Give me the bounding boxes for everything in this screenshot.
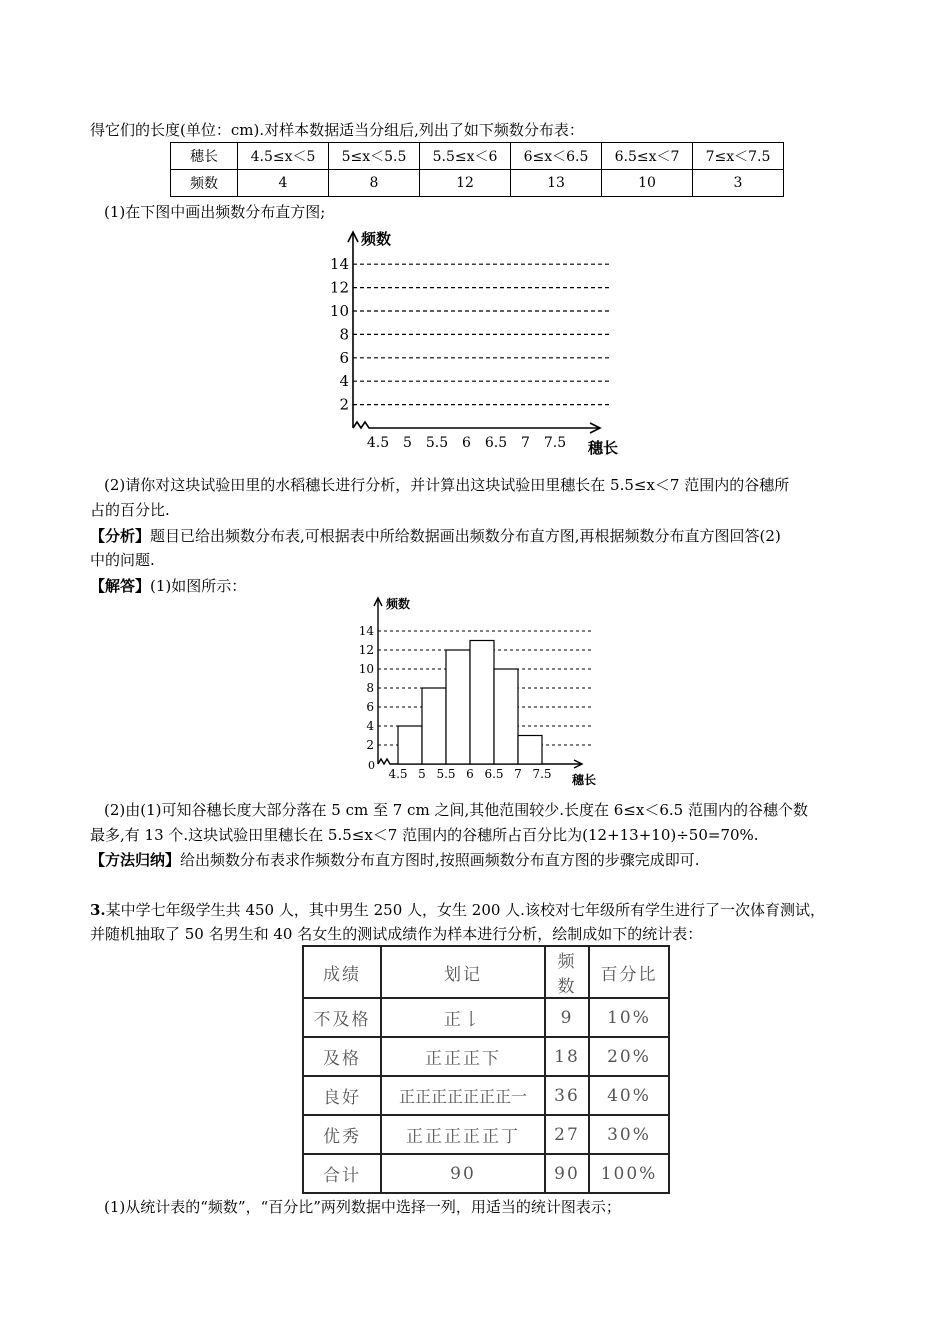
- table-cell: 18: [545, 1037, 589, 1076]
- table-row: [303, 1154, 669, 1193]
- x-tick-label: 6: [462, 435, 471, 451]
- analysis-text: 题目已给出频数分布表,可根据表中所给数据画出频数分布直方图,再根据频数分布直方图回答(2): [150, 527, 781, 545]
- x-tick-label: 5: [403, 435, 412, 451]
- x-tick-label: 4.5: [388, 767, 408, 781]
- table-cell: 正𠄌: [381, 998, 545, 1037]
- x-tick-label: 5.5: [436, 767, 456, 781]
- table-cell: 不及格: [303, 998, 381, 1037]
- blank-chart-grid: [300, 222, 640, 462]
- count-cell: 3: [693, 170, 784, 197]
- x-axis: [353, 422, 600, 428]
- histogram-bar: [446, 650, 470, 764]
- method-text: 给出频数分布表求作频数分布直方图时,按照画频数分布直方图的步骤完成即可.: [180, 851, 700, 869]
- y-tick-label: 2: [366, 738, 374, 752]
- range-cell: 7≤x＜7.5: [693, 143, 784, 170]
- histogram-bar: [494, 669, 518, 764]
- x-tick-label: 4.5: [366, 435, 390, 451]
- y-tick-label: 6: [339, 348, 349, 367]
- range-cell: 6≤x＜6.5: [511, 143, 602, 170]
- answer-tag: 【解答】: [90, 577, 151, 595]
- table-cell: 27: [545, 1115, 589, 1154]
- x-axis-label: 穗长: [588, 439, 619, 457]
- table-cell: 20%: [589, 1037, 669, 1076]
- y-tick-label: 6: [366, 700, 374, 714]
- y-tick-label: 2: [339, 395, 349, 414]
- y-tick-label: 10: [329, 302, 349, 320]
- table-cell: 90: [545, 1154, 589, 1193]
- count-cell: 4: [238, 170, 329, 197]
- problem-3-line1: [90, 900, 825, 920]
- method-tag: 【方法归纳】: [90, 851, 181, 869]
- y-tick-label: 8: [366, 681, 374, 695]
- range-cell: 4.5≤x＜5: [238, 143, 329, 170]
- problem-3-question-1: (1)从统计表的“频数”，“百分比”两列数据中选择一列，用适当的统计图表示；: [104, 1198, 621, 1216]
- x-tick-label: 7: [521, 435, 530, 451]
- y-tick-label: 8: [339, 325, 349, 344]
- y-tick-label: 14: [358, 624, 374, 638]
- y-tick-label: 12: [358, 643, 374, 657]
- table-cell: 及格: [303, 1037, 381, 1076]
- analysis-tag: 【分析】: [90, 527, 151, 545]
- frequency-histogram: [350, 592, 620, 792]
- table-cell: 正正正下: [381, 1037, 545, 1076]
- count-cell: 13: [511, 170, 602, 197]
- x-tick-label: 7.5: [543, 435, 567, 451]
- table-cell: 正正正正正正正一: [381, 1076, 545, 1115]
- problem-3-text: 某中学七年级学生共 450 人，其中男生 250 人，女生 200 人.该校对七年级所有学生进行了一次体育测试，: [105, 901, 825, 919]
- table-row: [303, 998, 669, 1037]
- header-cell: 成绩: [303, 946, 381, 998]
- question-1: (1)在下图中画出频数分布直方图;: [104, 203, 326, 221]
- x-tick-label: 7: [514, 767, 522, 781]
- frequency-table: [170, 142, 784, 197]
- problem-3-line2: 并随机抽取了 50 名男生和 40 名女生的测试成绩作为样本进行分析，绘制成如下的统计表：: [90, 925, 703, 943]
- table-cell: 36: [545, 1076, 589, 1115]
- intro-text: 得它们的长度(单位：cm).对样本数据适当分组后,列出了如下频数分布表：: [90, 121, 584, 139]
- table-cell: 优秀: [303, 1115, 381, 1154]
- answer-2-line1: (2)由(1)可知谷穗长度大部分落在 5 cm 至 7 cm 之间,其他范围较少.长度在 6≤x＜6.5 范围内的谷穗个数: [104, 801, 808, 819]
- answer-2-line2: 最多,有 13 个.这块试验田里穗长在 5.5≤x＜7 范围内的谷穗所占百分比为(12+13+10)÷50=70%.: [90, 826, 759, 844]
- table-row: [171, 170, 784, 197]
- table-row: [303, 946, 669, 998]
- y-tick-label: 14: [329, 255, 349, 274]
- x-tick-label: 6.5: [484, 767, 504, 781]
- table-cell: 40%: [589, 1076, 669, 1115]
- table-row: [303, 1115, 669, 1154]
- problem-number: 3.: [90, 901, 106, 919]
- histogram-bar: [422, 688, 446, 764]
- statistics-table: [302, 945, 670, 1194]
- range-cell: 5≤x＜5.5: [329, 143, 420, 170]
- table-cell: 100%: [589, 1154, 669, 1193]
- y-tick-label: 4: [339, 372, 349, 391]
- count-cell: 10: [602, 170, 693, 197]
- x-tick-label: 5: [418, 767, 426, 781]
- y-axis-label: 频数: [361, 230, 392, 248]
- y-tick-label: 12: [329, 278, 349, 297]
- x-tick-label: 7.5: [532, 767, 552, 781]
- y-tick-label: 10: [358, 662, 374, 676]
- question-2-line2: 占的百分比.: [90, 501, 170, 519]
- range-cell: 6.5≤x＜7: [602, 143, 693, 170]
- row-header: 频数: [171, 170, 238, 197]
- table-cell: 9: [545, 998, 589, 1037]
- range-cell: 5.5≤x＜6: [420, 143, 511, 170]
- table-cell: 良好: [303, 1076, 381, 1115]
- header-cell: 划记: [381, 946, 545, 998]
- histogram-bar: [470, 641, 494, 765]
- y-tick-label: 4: [366, 719, 374, 733]
- histogram-bar: [398, 726, 422, 764]
- table-cell: 90: [381, 1154, 545, 1193]
- table-row: [303, 1076, 669, 1115]
- table-row: [171, 143, 784, 170]
- method-paragraph: [90, 850, 700, 870]
- answer-text: (1)如图所示：: [150, 577, 247, 595]
- analysis-line2: 中的问题.: [90, 551, 155, 569]
- count-cell: 8: [329, 170, 420, 197]
- analysis-paragraph: [90, 526, 781, 546]
- question-2-line1: (2)请你对这块试验田里的水稻穗长进行分析，并计算出这块试验田里穗长在 5.5≤x＜7 范围内的谷穗所: [104, 476, 790, 494]
- table-cell: 30%: [589, 1115, 669, 1154]
- table-cell: 正正正正正丁: [381, 1115, 545, 1154]
- x-tick-label: 6.5: [484, 435, 508, 451]
- answer-paragraph: [90, 576, 246, 596]
- table-row: [303, 1037, 669, 1076]
- header-cell: 百分比: [589, 946, 669, 998]
- row-header: 穗长: [171, 143, 238, 170]
- count-cell: 12: [420, 170, 511, 197]
- table-cell: 合计: [303, 1154, 381, 1193]
- y-axis-label: 频数: [386, 597, 411, 611]
- header-cell: 频数: [545, 946, 589, 998]
- x-axis-label: 穗长: [572, 773, 597, 787]
- x-tick-label: 6: [466, 767, 474, 781]
- histogram-bar: [518, 736, 542, 765]
- origin-label: 0: [368, 759, 375, 772]
- x-tick-label: 5.5: [425, 435, 449, 451]
- table-cell: 10%: [589, 998, 669, 1037]
